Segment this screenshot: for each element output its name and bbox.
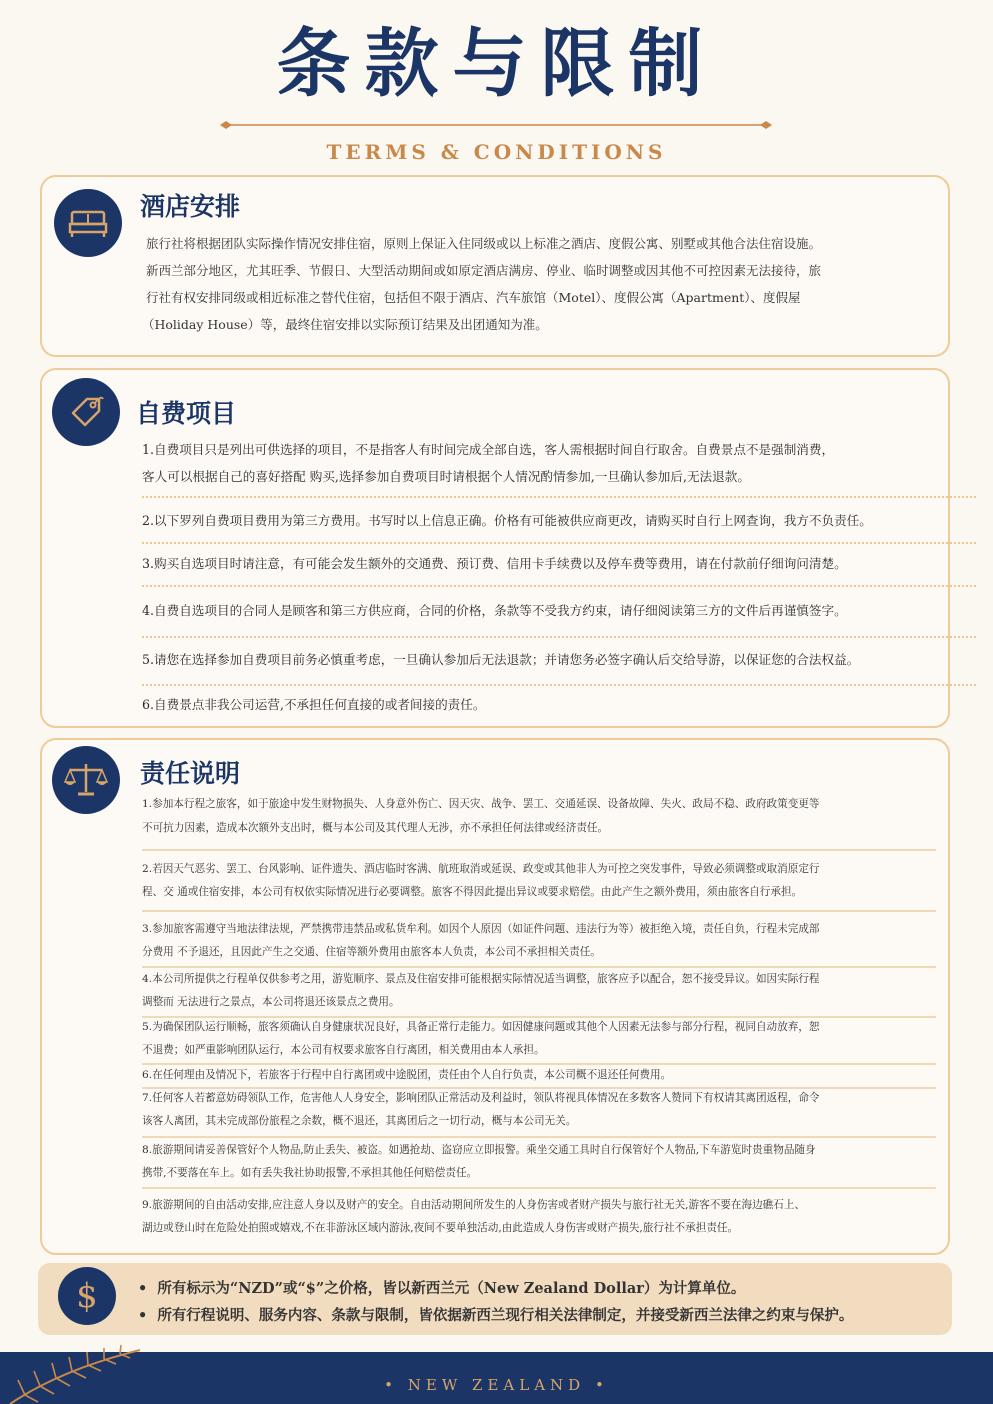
liability-line: 8.旅游期间请妥善保管好个人物品,防止丢失、被盗。如遇抢劫、盗窃应立即报警。乘坐交通工具时自行保管好个人物品,下车游览时贵重物品随身 (142, 1144, 816, 1156)
page-subtitle: TERMS & CONDITIONS (326, 140, 667, 164)
page-title: 条款与限制 (276, 21, 717, 107)
currency-note: • 所有标示为“NZD”或“$”之价格，皆以新西兰元（New Zealand Dollar）为计算单位。 (138, 1280, 746, 1297)
liability-line: 2.若因天气恶劣、罢工、台风影响、证件遗失、酒店临时客满、航班取消或延误、政变或其他非人为可控之突发事件，导致必须调整或取消原定行 (142, 863, 820, 875)
hotel-heading: 酒店安排 (140, 192, 241, 221)
liability-line: 7.任何客人若蓄意妨碍领队工作，危害他人人身安全，影响团队正常活动及利益时，领队将视具体情况在多数客人赞同下有权请其离团返程，命令 (142, 1092, 820, 1104)
divider (142, 636, 976, 638)
currency-banner (38, 1263, 952, 1335)
liability-line: 该客人离团，其未完成部份旅程之余数，概不退还，其离团后之一切行动，概与本公司无关。 (142, 1115, 577, 1127)
hotel-card (40, 175, 950, 357)
optional-item: 客人可以根据自己的喜好搭配 购买,选择参加自费项目时请根据个人情况酌情参加,一旦确认参加后,无法退款。 (142, 469, 750, 484)
liability-line: 9.旅游期间的自由活动安排,应注意人身以及财产的安全。自由活动期间所发生的人身伤害或者财产损失与旅行社无关,游客不要在海边礁石上、 (142, 1199, 806, 1211)
liability-line: 5.为确保团队运行顺畅，旅客须确认自身健康状况良好，具备正常行走能力。如因健康问题或其他个人因素无法参与部分行程，视同自动放弃，恕 (142, 1021, 820, 1033)
liability-line: 程、交 通或住宿安排，本公司有权依实际情况进行必要调整。旅客不得因此提出异议或要求赔偿。由此产生之额外费用，须由旅客自行承担。 (142, 886, 803, 898)
divider (142, 496, 976, 498)
law-note: • 所有行程说明、服务内容、条款与限制，皆依据新西兰现行相关法律制定，并接受新西兰法律之约束与保护。 (138, 1307, 854, 1324)
optional-card (40, 368, 950, 728)
dollar-icon (58, 1267, 116, 1325)
title-divider (220, 118, 772, 132)
optional-item: 4.自费自选项目的合同人是顾客和第三方供应商，合同的价格，条款等不受我方约束，请仔细阅读第三方的文件后再谨慎签字。 (142, 603, 847, 618)
optional-item: 3.购买自选项目时请注意，有可能会发生额外的交通费、预订费、信用卡手续费以及停车费等费用，请在付款前仔细询问清楚。 (142, 556, 847, 571)
dollar-symbol: $ (76, 1276, 98, 1316)
bed-icon (54, 189, 122, 257)
hotel-line: 新西兰部分地区，尤其旺季、节假日、大型活动期间或如原定酒店满房、停业、临时调整或因其他不可控因素无法接待，旅 (146, 263, 822, 278)
optional-item: 6.自费景点非我公司运营,不承担任何直接的或者间接的责任。 (142, 697, 486, 712)
hotel-line: 旅行社将根据团队实际操作情况安排住宿，原则上保证入住同级或以上标准之酒店、度假公寓、别墅或其他合法住宿设施。 (146, 236, 822, 251)
hotel-line: （Holiday House）等，最终住宿安排以实际预订结果及出团通知为准。 (142, 317, 548, 332)
price-tag-icon (52, 378, 120, 446)
optional-item: 2.以下罗列自费项目费用为第三方费用。书写时以上信息正确。价格有可能被供应商更改，请购买时自行上网查询，我方不负责任。 (142, 513, 872, 528)
divider (142, 849, 936, 851)
optional-heading: 自费项目 (136, 399, 237, 428)
liability-line: 1.参加本行程之旅客，如于旅途中发生财物损失、人身意外伤亡、因天灾、战争、罢工、交通延误、设备故障、失火、政局不稳、政府政策变更等 (142, 798, 820, 810)
liability-line: 分费用 不予退还，且因此产生之交通、住宿等额外费用由旅客本人负责，本公司不承担相关责任。 (142, 946, 601, 958)
liability-line: 不退费；如严重影响团队运行，本公司有权要求旅客自行离团，相关费用由本人承担。 (142, 1044, 545, 1056)
liability-line: 不可抗力因素，造成本次额外支出时，概与本公司及其代理人无涉，亦不承担任何法律或经济责任。 (142, 822, 609, 834)
scales-icon (52, 746, 120, 814)
footer-text: • NEW ZEALAND • (384, 1376, 609, 1394)
liability-line: 3.参加旅客需遵守当地法律法规，严禁携带违禁品或私货牟利。如因个人原因（如证件问题、违法行为等）被拒绝入境，责任自负，行程未完成部 (142, 923, 820, 935)
divider (142, 585, 976, 587)
liability-line: 调整而 无法进行之景点，本公司将退还该景点之费用。 (142, 996, 400, 1008)
liability-line: 4.本公司所提供之行程单仅供参考之用，游览顺序、景点及住宿安排可能根据实际情况适当调整，旅客应予以配合，恕不接受异议。如因实际行程 (142, 973, 820, 985)
divider (142, 1187, 936, 1189)
hotel-line: 行社有权安排同级或相近标准之替代住宿，包括但不限于酒店、汽车旅馆（Motel）、度假公寓（Apartment）、度假屋 (146, 290, 801, 305)
liability-heading: 责任说明 (140, 759, 241, 788)
liability-line: 湖边或登山时在危险处拍照或嬉戏,不在非游泳区域内游泳,夜间不要单独活动,由此造成人身伤害或财产损失,旅行社不承担责任。 (142, 1222, 739, 1234)
divider (142, 542, 976, 544)
liability-line: 携带,不要落在车上。如有丢失我社协助报警,不承担其他任何赔偿责任。 (142, 1167, 478, 1179)
divider (142, 910, 936, 912)
divider (142, 1136, 936, 1138)
divider (142, 684, 976, 686)
optional-item: 5.请您在选择参加自费项目前务必慎重考虑，一旦确认参加后无法退款；并请您务必签字确认后交给导游，以保证您的合法权益。 (142, 652, 860, 667)
liability-line: 6.在任何理由及情况下，若旅客于行程中自行离团或中途脱团，责任由个人自行负责，本公司概不退还任何费用。 (142, 1069, 672, 1081)
liability-card (40, 738, 950, 1255)
optional-item: 1.自费项目只是列出可供选择的项目，不是指客人有时间完成全部自选，客人需根据时间自行取舍。自费景点不是强制消费， (142, 442, 835, 457)
